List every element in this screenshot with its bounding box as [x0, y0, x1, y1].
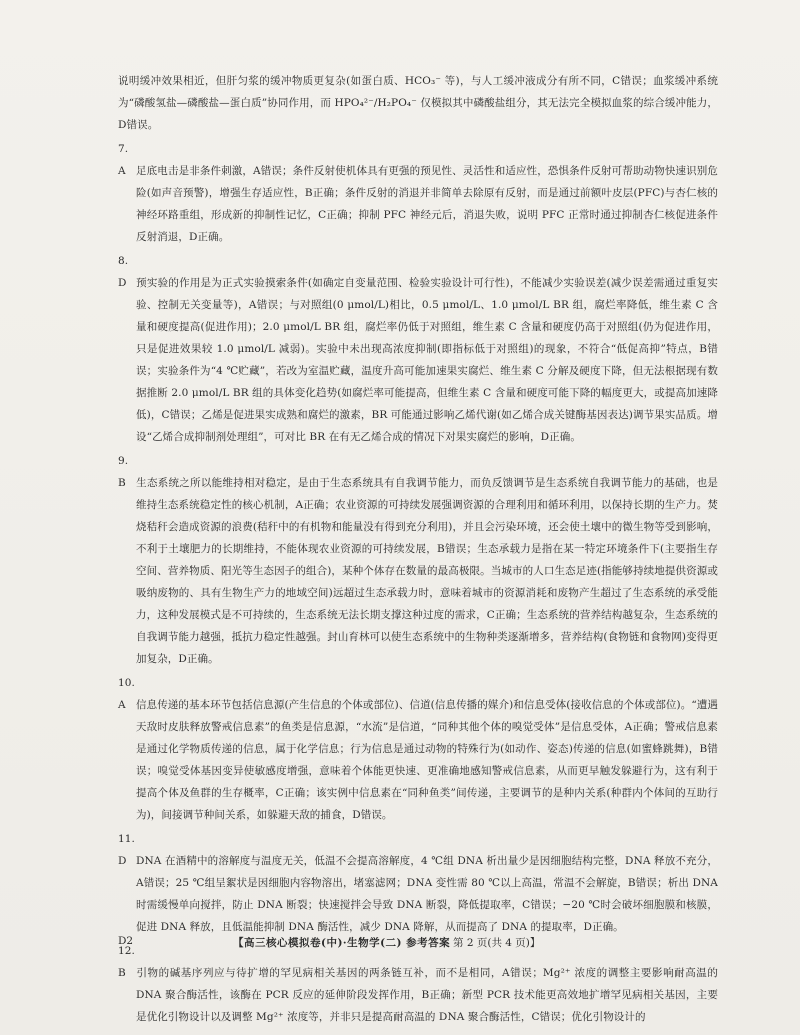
answer-paragraph-continued [118, 70, 718, 136]
question-number: 10. A [118, 677, 135, 711]
paragraph-text: DNA 在酒精中的溶解度与温度无关，低温不会提高溶解度，4 ℃组 DNA 析出量少是因细胞结构完整，DNA 释放不充分，A错误；25 ℃组呈絮状是因细胞内容物溶出，堵塞滤网；DNA 变性需 80 ℃以上高温，常温不会解旋，B错误；析出 DNA 时需缓慢单向搅拌，防止 DNA 断裂；快速搅拌会导致 DNA 断裂，降低提取率，C错误；−20 ℃时会破坏细胞膜和核膜，促进 DNA 释放，且低温能抑制 DNA 酶活性，减少 DNA 降解，从而提高了 DNA 的提取率，D正确。 [136, 855, 718, 933]
question-number: 7. A [118, 143, 129, 177]
footer-code: D2 [118, 935, 134, 947]
question-number: 12. B [118, 945, 135, 979]
answer-paragraph-7 [118, 138, 718, 248]
question-number: 8. D [118, 255, 129, 289]
answer-content [118, 70, 718, 1030]
paragraph-text: 说明缓冲效果相近，但肝匀浆的缓冲物质更复杂(如蛋白质、HCO₃⁻ 等)，与人工缓冲液成分有所不同，C错误；血浆缓冲系统为“磷酸氢盐—磷酸盐—蛋白质”协同作用，而 HPO₄²⁻/H₂PO₄⁻ 仅模拟其中磷酸盐组分，其无法完全模拟血浆的综合缓冲能力，D错误。 [118, 75, 718, 131]
question-number: 9. B [118, 455, 129, 489]
answer-paragraph-8 [118, 250, 718, 448]
question-number: 11. D [118, 833, 135, 867]
paragraph-text: 信息传递的基本环节包括信息源(产生信息的个体或部位)、信道(信息传播的媒介)和信息受体(接收信息的个体或部位)。“遭遇天敌时皮肤释放警戒信息素”的鱼类是信息源，“水流”是信道，“同种其他个体的嗅觉受体”是信息受体，A正确；警戒信息素是通过化学物质传递的信息，属于化学信息；行为信息是通过动物的特殊行为(如动作、姿态)传递的信息(如蜜蜂跳舞)，B错误；嗅觉受体基因变异使敏感度增强，意味着个体能更快速、更准确地感知警戒信息素，从而更早触发躲避行为，这有利于提高个体及鱼群的生存概率，C正确；该实例中信息素在“同种鱼类”间传递，主要调节的是种内关系(种群内个体间的互助行为)，间接调节种间关系，如躲避天敌的捕食，D错误。 [136, 699, 718, 821]
answer-paragraph-11 [118, 828, 718, 938]
paragraph-text: 预实验的作用是为正式实验摸索条件(如确定自变量范围、检验实验设计可行性)，不能减少实验误差(减少误差需通过重复实验、控制无关变量等)，A错误；与对照组(0 μmol/L)相比，0.5 μmol/L、1.0 μmol/L BR 组，腐烂率降低，维生素 C 含量和硬度提高(促进作用)；2.0 μmol/L BR 组，腐烂率仍低于对照组，维生素 C 含量和硬度仍高于对照组(仍为促进作用，只是促进效果较 1.0 μmol/L 减弱)。实验中未出现高浓度抑制(即指标低于对照组)的现象，不符合“低促高抑”特点，B错误；实验条件为“4 ℃贮藏”，若改为室温贮藏，温度升高可能加速果实腐烂、维生素 C 分解及硬度下降，但无法根据现有数据推断 2.0 μmol/L BR 组的具体变化趋势(如腐烂率可能提高，但维生素 C 含量和硬度可能下降的幅度更大，或提高加速降低)，C错误；乙烯是促进果实成熟和腐烂的激素，BR 可能通过影响乙烯代谢(如乙烯合成关键酶基因表达)调节果实品质。增设“乙烯合成抑制剂处理组”，可对比 BR 在有无乙烯合成的情况下对果实腐烂的影响，D正确。 [136, 277, 718, 443]
answer-paragraph-10 [118, 672, 718, 826]
footer-page-number: 第 2 页(共 4 页)】 [453, 937, 541, 949]
footer-title: 【高三核心模拟卷(中)·生物学(二) 参考答案 [233, 937, 451, 949]
paragraph-text: 引物的碱基序列应与待扩增的罕见病相关基因的两条链互补，而不是相同，A错误；Mg²⁺ 浓度的调整主要影响耐高温的 DNA 聚合酶活性，该酶在 PCR 反应的延伸阶段发挥作用，B正确；新型 PCR 技术能更高效地扩增罕见病相关基因，主要是优化引物设计以及调整 Mg²⁺ 浓度等，并非只是提高耐高温的 DNA 聚合酶活性，C错误；优化引物设计的 [136, 967, 718, 1023]
answer-paragraph-9 [118, 450, 718, 670]
paragraph-text: 足底电击是非条件刺激，A错误；条件反射使机体具有更强的预见性、灵活性和适应性，恐惧条件反射可帮助动物快速识别危险(如声音预警)，增强生存适应性，B正确；条件反射的消退并非简单去除原有反射，而是通过前额叶皮层(PFC)与杏仁核的神经环路重组，形成新的抑制性记忆，C正确；抑制 PFC 神经元后，消退失败，说明 PFC 正常时通过抑制杏仁核促进条件反射消退，D正确。 [136, 165, 718, 243]
paragraph-text: 生态系统之所以能维持相对稳定，是由于生态系统具有自我调节能力，而负反馈调节是生态系统自我调节能力的基础，也是维持生态系统稳定性的核心机制，A正确；农业资源的可持续发展强调资源的合理利用和循环利用，以保持长期的生产力。焚烧秸秆会造成资源的浪费(秸秆中的有机物和能量没有得到充分利用)，并且会污染环境，还会使土壤中的微生物等受到影响，不利于土壤肥力的长期维持，不能体现农业资源的可持续发展，B错误；生态承载力是指在某一特定环境条件下(主要指生存空间、营养物质、阳光等生态因子的组合)，某种个体存在数量的最高极限。当城市的人口生态足迹(指能够持续地提供资源或吸纳废物的、具有生物生产力的地域空间)远超过生态承载力时，意味着城市的资源消耗和废物产生超过了生态系统的承受能力，这种发展模式是不可持续的，生态系统无法长期支撑这种过度的需求，C正确；生态系统的营养结构越复杂，生态系统的自我调节能力越强，抵抗力稳定性越强。封山育林可以使生态系统中的生物种类逐渐增多，营养结构(食物链和食物网)变得更加复杂，D正确。 [136, 477, 718, 665]
page-footer [118, 935, 718, 955]
